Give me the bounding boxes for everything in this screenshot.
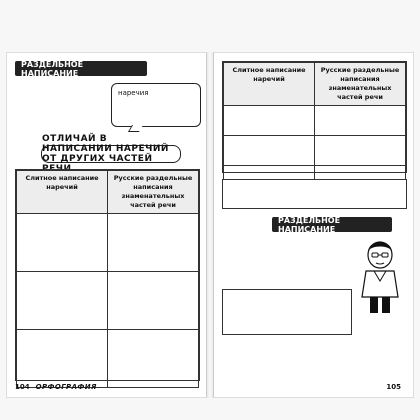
left-page-number: 104 [15,383,30,391]
left-table-cell [108,214,199,272]
right-dashed-note [222,289,352,335]
left-table-header-2: Русские раздельные написания знаменательных частей речи [108,171,199,214]
right-bullet-2 [222,343,407,383]
left-table [16,170,199,388]
left-table-cell [17,272,108,330]
left-bubble: наречия [111,83,201,127]
left-heading: РАЗДЕЛЬНОЕ НАПИСАНИЕ [15,61,147,76]
left-table-cell [108,272,199,330]
right-page [213,52,414,398]
right-table-header-1: Слитное написание наречий [224,63,315,106]
left-table-cell [108,330,199,388]
table-row [224,106,406,136]
table-row [224,136,406,166]
table-row [17,272,199,330]
right-table-frame [222,61,407,173]
right-table-header-2: Русские раздельные написания знаменательных частей речи [315,63,406,106]
right-bullet-1 [222,239,342,283]
left-brand: ОРФОГРАФИЯ [35,383,97,391]
left-table-cell [17,330,108,388]
cartoon-character-icon [352,237,408,315]
right-table [223,62,406,196]
left-table-frame [15,169,200,381]
table-row [17,214,199,272]
left-page [6,52,207,398]
right-page-number: 105 [386,383,401,391]
left-notes [15,83,99,135]
left-table-cell [17,214,108,272]
left-footer [15,381,97,393]
table-row [17,330,199,388]
right-heading: РАЗДЕЛЬНОЕ НАПИСАНИЕ [272,217,392,232]
right-table-cell [315,136,406,166]
right-table-cell [224,136,315,166]
right-frame-note [222,179,407,209]
right-table-cell [315,106,406,136]
right-table-cell [224,106,315,136]
left-banner: ОТЛИЧАЙ В НАПИСАНИИ НАРЕЧИЙ ОТ ДРУГИХ ЧАСТЕЙ [41,145,181,163]
right-footer [380,381,407,393]
left-table-header-1: Слитное написание наречий [17,171,108,214]
